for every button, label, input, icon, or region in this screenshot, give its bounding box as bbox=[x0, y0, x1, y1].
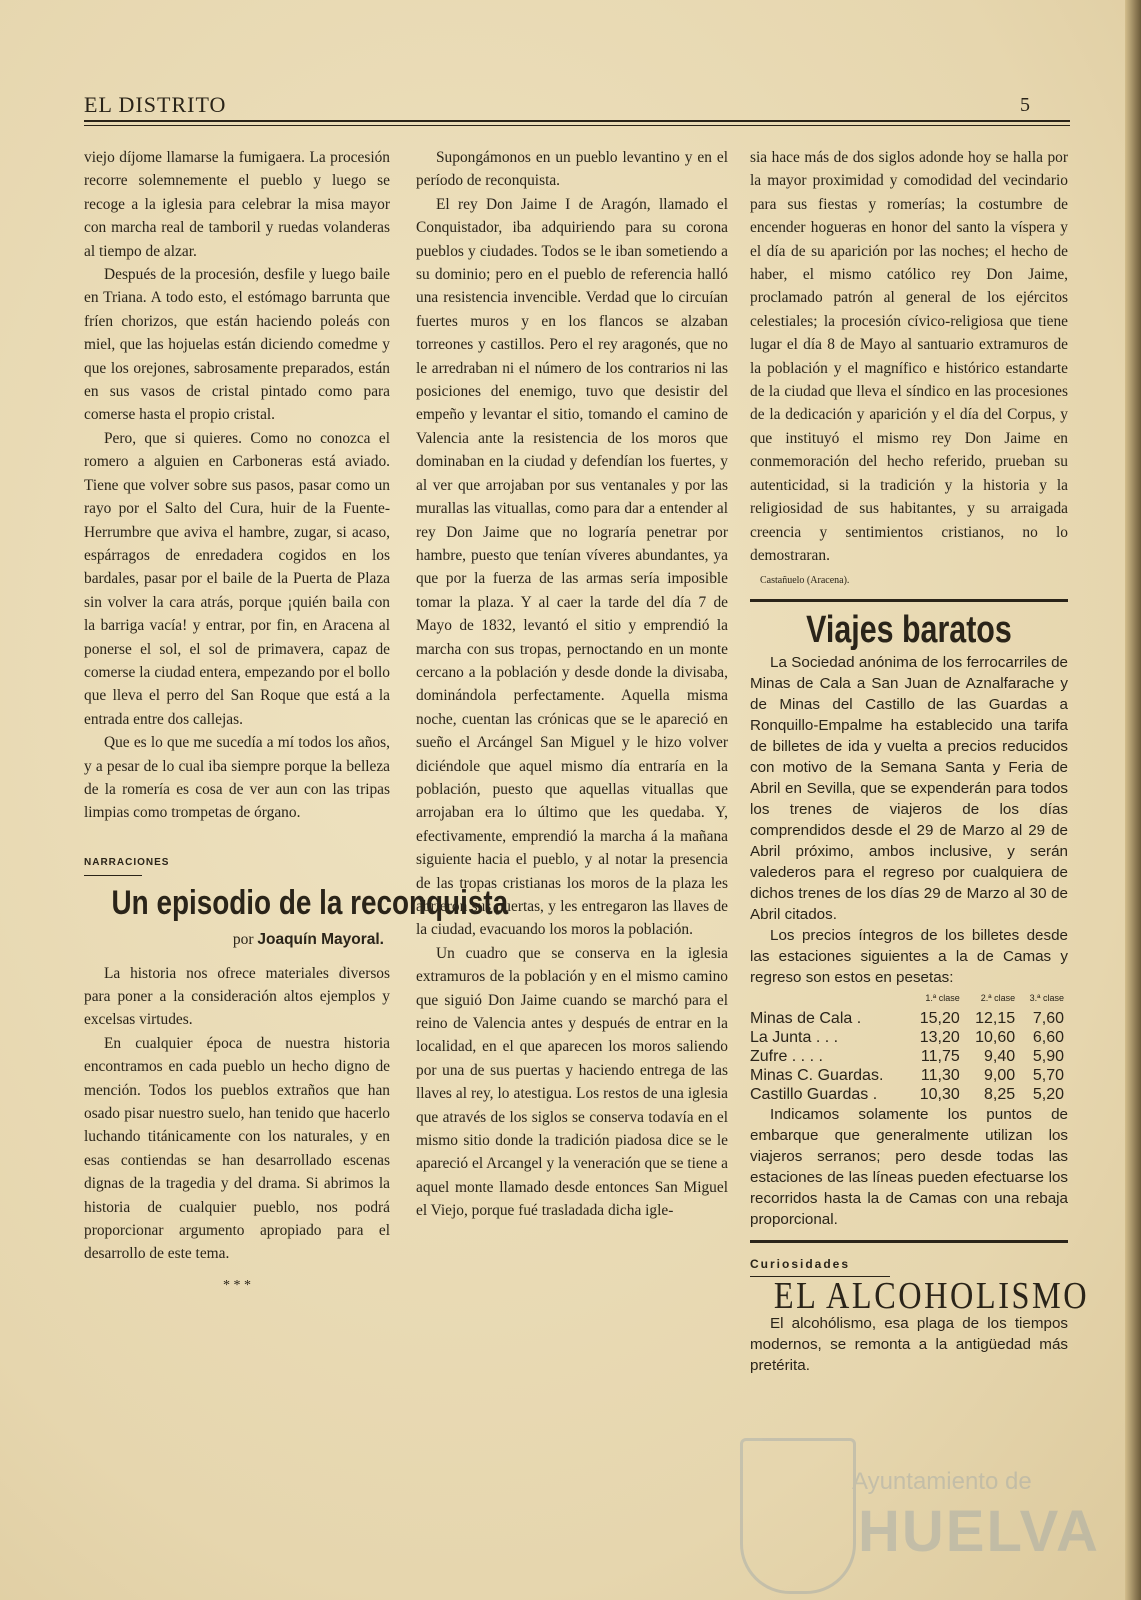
watermark-line2: HUELVA bbox=[858, 1499, 1100, 1564]
price-cell: 5,90 bbox=[1032, 1047, 1064, 1065]
price-cell: 11,75 bbox=[920, 1047, 960, 1065]
paragraph: En cualquier época de nuestra historia encontramos en cada pueblo un hecho digno de mención. Todos los pueblos extraños que han osado pisar nuestro suelo, han tenido que hacerlo luchando titánicamente con los naturales, y en esas contiendas se han desarrollado escenas dignas de la tragedia y del drama. Si abrimos la historia de cualquier pueblo, nos podrá proporcionar argumento apropiado para el desarrollo de este tema. bbox=[84, 1034, 390, 1263]
table-row bbox=[750, 1085, 1068, 1104]
table-row bbox=[750, 1066, 1068, 1085]
paragraph: viejo díjome llamarse la fumigaera. La procesión recorre solemnemente el pueblo y luego se recoge a la iglesia para celebrar la misa mayor con marcha real de tamboril y ruedas volanderas al tiempo de alzar. bbox=[84, 149, 390, 260]
station-name: Minas C. Guardas. bbox=[750, 1066, 884, 1084]
page-number: 5 bbox=[1020, 94, 1030, 116]
header-class: 1.ª clase bbox=[925, 992, 960, 1003]
divider-rule bbox=[750, 1240, 1068, 1243]
table-row bbox=[750, 1028, 1068, 1047]
section-label: NARRACIONES bbox=[84, 856, 170, 868]
price-cell: 6,60 bbox=[1032, 1028, 1064, 1046]
column-2 bbox=[416, 146, 728, 1223]
alcoholismo-article bbox=[750, 1313, 1068, 1376]
table-row bbox=[750, 1047, 1068, 1066]
header-class: 2.ª clase bbox=[980, 992, 1016, 1003]
station-name: Minas de Cala . bbox=[750, 1009, 862, 1027]
price-cell: 7,60 bbox=[1032, 1009, 1064, 1027]
viajes-headline: Viajes baratos bbox=[806, 608, 1012, 651]
paragraph: Pero, que si quieres. Como no conozca el romero a alguien en Carboneras está aviado. Tiene que volver sobre sus pasos, pasar como un rayo por el Salto del Cura, huir de la Fuente-Herrumbre que aviva el hambre, zugar, si acaso, espárragos de enredadera cogidos en los bardales, pasar por el baile de la Puerta de Plaza sin volver la cara atrás, porque ¡quién baila con la barriga vacía! y entrar, por fin, en Aracena al ponerse el sol, el sol de primavera, capaz de comerse la ciudad entera, empezando por el bollo que lleva el perro del San Roque que está a la entrada entre dos callejas. bbox=[84, 429, 390, 728]
header-class: 3.ª clase bbox=[1029, 992, 1064, 1003]
paragraph: sia hace más de dos siglos adonde hoy se halla por la mayor proximidad y comodidad del vecindario para sus fiestas y romerías; la costumbre de encender hogueras en honor del santo la víspera y el día de su aparición por las noches; el hecho de haber, el mismo católico rey Don Jaime, proclamado patrón al general de los ejércitos celestiales; la procesión cívico-religiosa que tiene lugar el día 8 de Mayo al santuario extramuros de la población y el magnífico e histórico estandarte de la ciudad que lleva el síndico en las procesiones de la dedicación y aparición y el día del Corpus, y que instituyó el mismo rey Don Jaime en conmemoración del hecho referido, prueban su autenticidad, si la tradición y la historia y la religiosidad de sus habitantes, y su arraigada creencia y sentimientos cristianos, no lo demostraran. bbox=[750, 149, 1068, 564]
section-label: Curiosidades bbox=[750, 1256, 851, 1271]
price-cell: 5,20 bbox=[1032, 1085, 1064, 1103]
price-cell: 5,70 bbox=[1032, 1066, 1064, 1084]
station-name: La Junta . . . bbox=[750, 1028, 839, 1046]
price-cell: 13,20 bbox=[919, 1028, 960, 1046]
viajes-article bbox=[750, 652, 1068, 1230]
article-headline: Un episodio de la reconquista bbox=[111, 884, 509, 923]
byline bbox=[84, 928, 384, 951]
column-3 bbox=[750, 146, 1090, 1376]
price-cell: 11,30 bbox=[920, 1066, 960, 1084]
table-row bbox=[750, 1009, 1068, 1028]
price-table bbox=[750, 988, 1068, 1104]
newspaper-title: EL DISTRITO bbox=[84, 92, 227, 117]
section-underline bbox=[84, 875, 142, 876]
paragraph: Que es lo que me sucedía a mí todos los años, y a pesar de lo cual iba siempre porque la belleza de la romería es cosa de ver aun con las tripas limpias como trompetas de órgano. bbox=[84, 734, 390, 822]
page-header bbox=[84, 92, 1050, 118]
paragraph: Un cuadro que se conserva en la iglesia extramuros de la población y en el mismo camino que siguió Don Jaime cuando se marchó para el reino de Valencia antes y después de entrar en la localidad, en el que aparecen los moros saliendo por una de sus puertas y haciendo entrega de las llaves al rey, lo atestigua. Los restos de una iglesia que através de los siglos se conserva todavía en el mismo sitio donde la tradición piadosa dice se le apareció el Arcangel y la veneración que se tiene a aquel monte llamado desde entonces San Miguel el Viejo, porque fué trasladada dicha igle- bbox=[416, 944, 728, 1220]
byline-prefix: por bbox=[232, 931, 254, 949]
paragraph: La Sociedad anónima de los ferrocarriles de Minas de Cala a San Juan de Aznalfarache y de Minas del Castillo de las Guardas a Ronquillo-Empalme ha establecido una tarifa de billetes de ida y vuelta a precios reducidos con motivo de la Semana Santa y Feria de Abril en Sevilla, que se expenderán para todos los trenes de viajeros de los días comprendidos desde el 29 de Marzo al 29 de Abril próximo, ambos inclusive, y serán valederos para el regreso por cualquiera de dichos trenes de los días 29 de Marzo al 30 de Abril citados. bbox=[750, 653, 1068, 923]
station-name: Castillo Guardas . bbox=[750, 1085, 878, 1103]
header-rule-bottom bbox=[84, 125, 1070, 126]
column-1 bbox=[84, 146, 509, 1297]
header-station bbox=[750, 988, 908, 1009]
price-cell: 15,20 bbox=[919, 1009, 960, 1027]
price-cell: 12,15 bbox=[975, 1009, 1016, 1027]
price-cell: 9,40 bbox=[983, 1047, 1016, 1065]
archive-watermark bbox=[740, 1428, 1100, 1598]
paragraph: El rey Don Jaime I de Aragón, llamado el Conquistador, iba adquiriendo para su corona pueblos y ciudades. Todos se le iban sometiendo a su dominio; pero en el pueblo de referencia halló una resistencia invencible. Verdad que lo circuían fuertes muros y en los flancos se alzaban torreones y castillos. Pero el rey aragonés, que no le arredraban ni el número de los contrarios ni las posiciones del enemigo, tuvo que desistir del empeño y levantar el sitio, tomando el camino de Valencia ante la resistencia de los moros que dominaban en la ciudad y defendían los fuertes, y al ver que arrojaban por sus ventanales y por las murallas las vituallas, como para dar a entender al rey Don Jaime que no lograría penetrar por hambre, puesto que tenían víveres abundantes, ya que por la fuerza de las armas sería imposible tomar la plaza. Y al caer la tarde del día 7 de Mayo de 1832, levantó el sitio y emprendió la marcha con sus tropas, pernoctando en un monte cercano a la población y desde donde la divisaba, dominándola perfectamente. Aquella misma noche, cuentan las crónicas que se le apareció en sueño el Arcángel San Miguel y le hizo volver diciéndole que aquel mismo día entraría en la población, puesto que aquellas vituallas que arrojaban era lo último que les quedaba. Y, efectivamente, emprendió la marcha á la mañana siguiente hacia el pueblo, y al notar la presencia de las tropas cristianas los moros de la plaza les abrieron sus puertas, y les entregaron las llaves de la ciudad, evacuando los moros la población. bbox=[416, 195, 728, 939]
watermark-line1: Ayuntamiento de bbox=[852, 1468, 1032, 1495]
section-divider-stars: * * * bbox=[223, 1277, 251, 1293]
divider-rule bbox=[750, 599, 1068, 602]
paragraph: La historia nos ofrece materiales diversos para poner a la consideración altos ejemplos y excelsas virtudes. bbox=[84, 964, 390, 1029]
paragraph: El alcohólismo, esa plaga de los tiempos modernos, se remonta a la antigüedad más pretérita. bbox=[750, 1314, 1068, 1374]
price-cell: 9,00 bbox=[983, 1066, 1016, 1084]
paragraph: Los precios íntegros de los billetes desde las estaciones siguientes a la de Camas y regreso son estos en pesetas: bbox=[750, 926, 1068, 986]
header-rule-top bbox=[84, 120, 1070, 122]
price-table-header bbox=[750, 988, 1068, 1009]
alcoholismo-headline: EL ALCOHOLISMO bbox=[773, 1275, 1090, 1318]
article-signature: Castañuelo (Aracena). bbox=[760, 575, 850, 587]
page-edge-shadow bbox=[1125, 0, 1141, 1600]
byline-author: Joaquín Mayoral. bbox=[257, 931, 384, 949]
price-cell: 10,30 bbox=[919, 1085, 960, 1103]
station-name: Zufre . . . . bbox=[750, 1047, 823, 1065]
price-cell: 10,60 bbox=[975, 1028, 1016, 1046]
paragraph: Después de la procesión, desfile y luego baile en Triana. A todo esto, el estómago barrunta que fríen chorizos, que están haciendo poleás con miel, que las hojuelas están diciendo comedme y que los orejones, sabrosamente preparados, están en sus vasos de cristal pintado como para comerse hasta el propio cristal. bbox=[84, 266, 390, 424]
paragraph: Supongámonos en un pueblo levantino y en el período de reconquista. bbox=[416, 149, 728, 190]
paragraph: Indicamos solamente los puntos de embarque que generalmente utilizan los viajeros serranos; pero desde todas las estaciones de las líneas pueden efectuarse los recorridos hasta la de Camas con una rebaja proporcional. bbox=[750, 1105, 1068, 1228]
price-cell: 8,25 bbox=[983, 1085, 1016, 1103]
coat-of-arms-icon bbox=[740, 1438, 856, 1594]
